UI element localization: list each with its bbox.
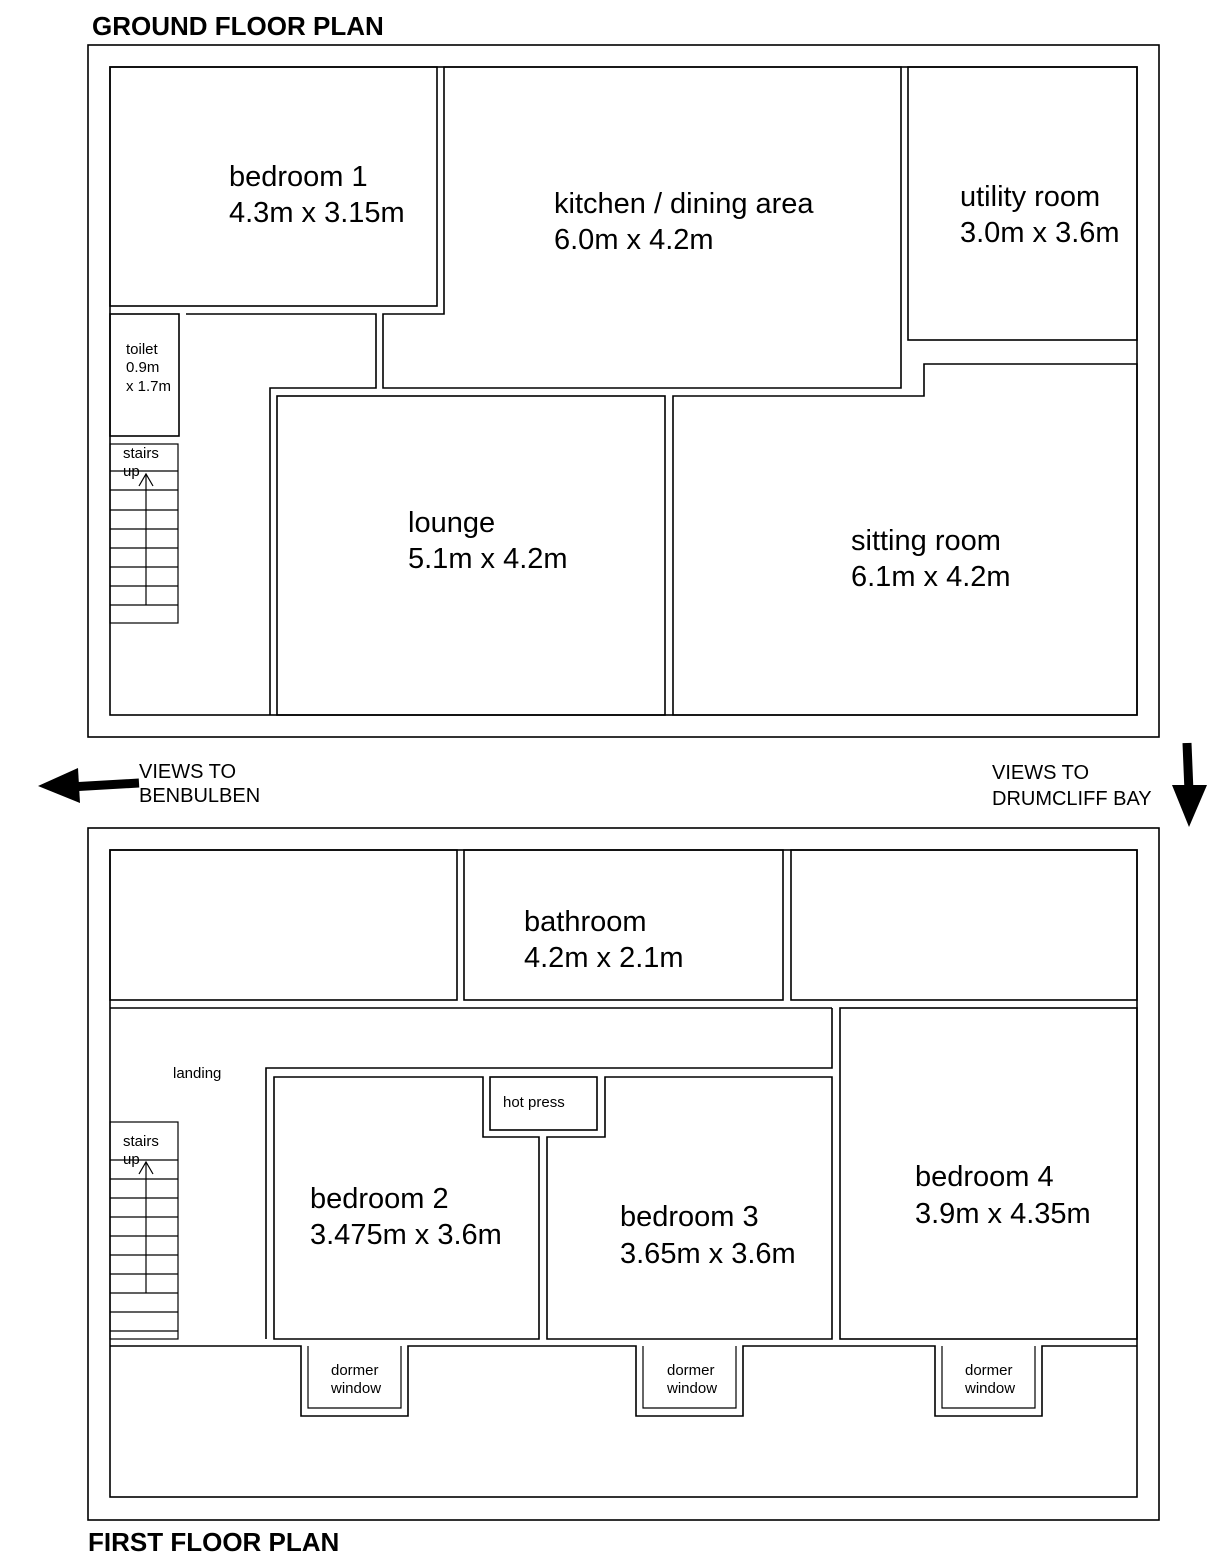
bedroom-4-name: bedroom 4 bbox=[915, 1161, 1054, 1193]
hot-press-label: hot press bbox=[503, 1094, 565, 1111]
views-left-line-1: VIEWS TO bbox=[139, 761, 237, 783]
first-stairs-label-2: up bbox=[123, 1151, 140, 1168]
ground-outer-wall bbox=[88, 45, 1159, 737]
dormer-3-label-1: dormer bbox=[965, 1362, 1013, 1379]
landing-label: landing bbox=[173, 1065, 222, 1082]
bedroom-3-size: 3.65m x 3.6m bbox=[620, 1238, 796, 1270]
ground-floor-walls bbox=[88, 45, 1159, 737]
ground-floor-title: GROUND FLOOR PLAN bbox=[92, 11, 384, 41]
dormer-3-label-2: window bbox=[965, 1380, 1016, 1397]
bedroom-2-name: bedroom 2 bbox=[310, 1183, 449, 1215]
toilet-size-2: x 1.7m bbox=[126, 378, 172, 395]
bedroom-4-size: 3.9m x 4.35m bbox=[915, 1198, 1091, 1230]
first-stairs-label-1: stairs bbox=[123, 1133, 159, 1150]
dormer-1-label-2: window bbox=[331, 1380, 382, 1397]
views-left-line-2: BENBULBEN bbox=[139, 785, 261, 807]
dormer-2-label-1: dormer bbox=[667, 1362, 715, 1379]
lounge-size: 5.1m x 4.2m bbox=[408, 543, 568, 575]
bedroom-1-name: bedroom 1 bbox=[229, 161, 368, 193]
utility-size: 3.0m x 3.6m bbox=[960, 217, 1120, 249]
dormer-1-label-1: dormer bbox=[331, 1362, 379, 1379]
ground-stairs bbox=[110, 444, 178, 623]
utility-name: utility room bbox=[960, 181, 1101, 213]
toilet-size-1: 0.9m bbox=[126, 359, 160, 376]
eaves-right bbox=[791, 850, 1137, 1000]
sitting-room-name: sitting room bbox=[851, 525, 1001, 557]
ground-stairs-label-1: stairs bbox=[123, 445, 159, 462]
kitchen-name: kitchen / dining area bbox=[554, 188, 814, 220]
bedroom-2-size: 3.475m x 3.6m bbox=[310, 1219, 502, 1251]
bathroom-name: bathroom bbox=[524, 906, 647, 938]
bathroom-size: 4.2m x 2.1m bbox=[524, 942, 684, 974]
landing-wall bbox=[266, 1008, 832, 1339]
views-right-line-2: DRUMCLIFF BAY bbox=[992, 788, 1152, 810]
sitting-room-size: 6.1m x 4.2m bbox=[851, 561, 1011, 593]
kitchen-size: 6.0m x 4.2m bbox=[554, 224, 714, 256]
lounge-name: lounge bbox=[408, 507, 496, 539]
first-stairs bbox=[110, 1122, 178, 1339]
down-arrow-icon bbox=[1172, 743, 1207, 827]
ground-stairs-label-2: up bbox=[123, 463, 140, 480]
bedroom-1-size: 4.3m x 3.15m bbox=[229, 197, 405, 229]
eaves-left bbox=[110, 850, 457, 1000]
left-arrow-icon bbox=[38, 768, 139, 803]
bedroom-3-name: bedroom 3 bbox=[620, 1201, 759, 1233]
dormer-2-label-2: window bbox=[667, 1380, 718, 1397]
views-right-line-1: VIEWS TO bbox=[992, 762, 1090, 784]
toilet-name: toilet bbox=[126, 341, 158, 358]
hallway-wall bbox=[186, 314, 376, 715]
first-floor-title: FIRST FLOOR PLAN bbox=[88, 1527, 340, 1557]
